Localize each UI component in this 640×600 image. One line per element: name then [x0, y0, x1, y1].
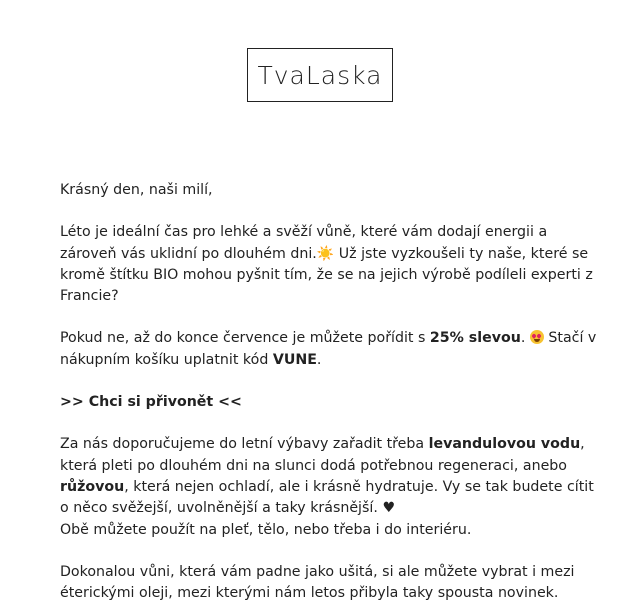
discount-highlight: 25% slevou — [429, 330, 521, 347]
discount-code: VUNE — [272, 351, 317, 368]
paragraph-oils: Dokonalou vůni, která vám padne jako ušitá, si ale můžete vybrat i mezi éterickými oleji, mezi kterými nám letos přibyla taky spousta novinek. — [60, 563, 575, 600]
sun-icon: ☀️ — [316, 245, 335, 262]
brand-logo[interactable] — [247, 48, 393, 102]
product-rose-water[interactable]: růžovou — [60, 478, 125, 495]
heart-icon: ♥ — [382, 500, 396, 517]
paragraph-discount: Pokud ne, až do konce července je můžete pořídit s 25% slevou. Stačí v nákupním košíku uplatnit kód VUNE. — [60, 330, 597, 368]
heart-eyes-emoji-icon — [530, 330, 544, 344]
cta-paragraph — [60, 392, 600, 413]
cta-link[interactable]: >> Chci si přivonět << — [60, 394, 242, 411]
greeting: Krásný den, naši milí, — [60, 182, 213, 198]
brand-logo-text: TvaLaska — [257, 60, 383, 90]
email-body — [60, 180, 600, 600]
paragraph-usage: Obě můžete použít na pleť, tělo, nebo třeba i do interiéru. — [60, 521, 472, 538]
product-lavender-water[interactable]: levandulovou vodu — [428, 436, 581, 453]
paragraph-recommendation: Za nás doporučujeme do letní výbavy zařadit třeba levandulovou vodu, která pleti po dlouhém dni na slunci dodá potřebnou regeneraci, anebo růžovou, která nejen ochladí, ale i krásně hydratuje. Vy se tak budete cítit o něco svěžejší, uvolněnější a taky krásnější. ♥ — [60, 436, 594, 517]
paragraph-intro: Léto je ideální čas pro lehké a svěží vůně, které vám dodají energii a zároveň vás uklidní po dlouhém dni.☀️ Už jste vyzkoušeli ty naše, které se kromě štítku BIO mohou pyšnit tím, že se na jejich výrobě podíleli experti z Francie? — [60, 224, 593, 305]
